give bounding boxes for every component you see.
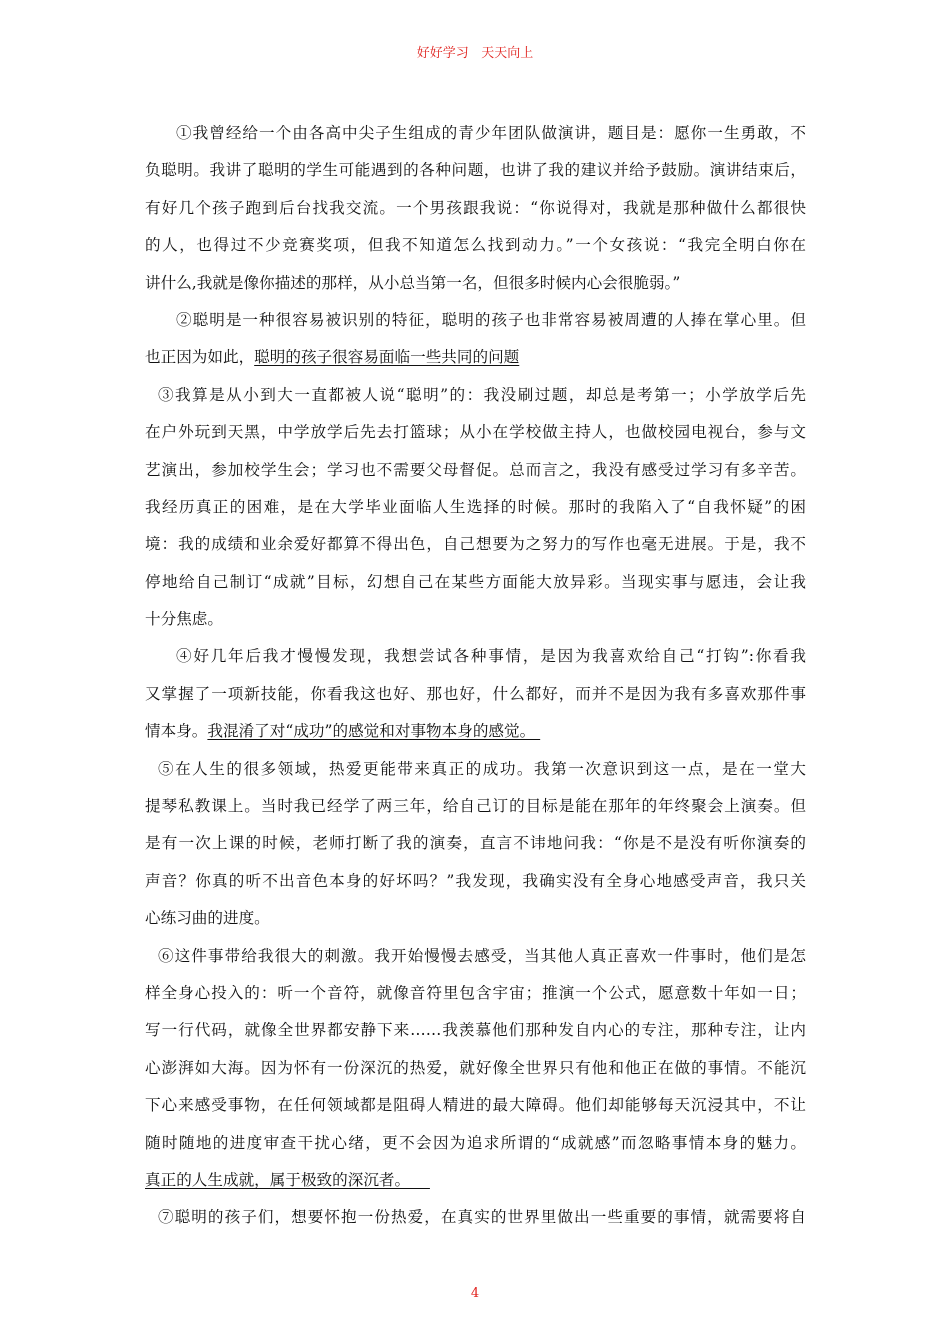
paragraph-2 xyxy=(145,309,806,384)
text-line xyxy=(145,272,806,309)
paragraph-6 xyxy=(145,945,806,1207)
paragraph-4 xyxy=(145,645,806,757)
line-text: ⑦聪明的孩子们，想要怀抱一份热爱，在真实的世界里做出一些重要的事情，就需要将自 xyxy=(158,1208,806,1227)
line-text: 讲什么,我就是像你描述的那样，从小总当第一名，但很多时候内心会很脆弱。” xyxy=(145,273,681,292)
text-line xyxy=(145,720,806,757)
line-text: 也正因为如此， xyxy=(145,348,255,367)
line-text: 写一行代码，就像全世界都安静下来……我羡慕他们那种发自内心的专注，那种专注，让内 xyxy=(145,1021,806,1040)
line-text: ⑤在人生的很多领域，热爱更能带来真正的成功。我第一次意识到这一点，是在一堂大 xyxy=(158,759,806,778)
text-line xyxy=(145,384,806,421)
line-text: ②聪明是一种很容易被识别的特征，聪明的孩子也非常容易被周遭的人捧在掌心里。但 xyxy=(176,310,806,329)
text-line xyxy=(145,1169,806,1206)
line-text: 随时随地的进度审查干扰心绪，更不会因为追求所谓的“成就感”而忽略事情本身的魅力。 xyxy=(145,1133,806,1152)
line-text: ⑥这件事带给我很大的刺激。我开始慢慢去感受，当其他人真正喜欢一件事时，他们是怎 xyxy=(158,946,806,965)
text-line xyxy=(145,309,806,346)
line-text: 样全身心投入的：听一个音符，就像音符里包含宇宙；推演一个公式，愿意数十年如一日； xyxy=(145,983,806,1002)
line-text: 停地给自己制订“成就”目标，幻想自己在某些方面能大放异彩。当现实事与愿违，会让我 xyxy=(145,572,806,591)
line-text: 有好几个孩子跑到后台找我交流。一个男孩跟我说：“你说得对，我就是那种做什么都很快 xyxy=(145,198,806,217)
text-line xyxy=(145,1132,806,1169)
paragraph-5 xyxy=(145,758,806,945)
text-line xyxy=(145,234,806,271)
paragraph-7 xyxy=(145,1206,806,1243)
text-line xyxy=(145,870,806,907)
text-line xyxy=(145,907,806,944)
line-text: 情本身。 xyxy=(145,722,208,741)
line-text: 在户外玩到天黑，中学放学后先去打篮球；从小在学校做主持人，也做校园电视台，参与文 xyxy=(145,423,806,442)
line-text: 我经历真正的困难，是在大学毕业面临人生选择的时候。那时的我陷入了“自我怀疑”的困 xyxy=(145,497,806,516)
text-line xyxy=(145,645,806,682)
page-header: 好好学习 天天向上 xyxy=(416,46,534,61)
line-text: 十分焦虑。 xyxy=(145,610,223,629)
underlined-sentence: 真正的人生成就，属于极致的深沉者。 xyxy=(145,1170,430,1189)
text-line xyxy=(145,945,806,982)
text-line xyxy=(145,758,806,795)
line-text: 艺演出，参加校学生会；学习也不需要父母督促。总而言之，我没有感受过学习有多辛苦。 xyxy=(145,460,806,479)
line-text: 境：我的成绩和业余爱好都算不得出色，自己想要为之努力的写作也毫无进展。于是，我不 xyxy=(145,535,806,554)
text-line xyxy=(145,982,806,1019)
document-body xyxy=(145,122,806,1244)
text-line xyxy=(145,159,806,196)
text-line xyxy=(145,346,806,383)
text-line xyxy=(145,1094,806,1131)
line-text: 提琴私教课上。当时我已经学了两三年，给自己订的目标是能在那年的年终聚会上演奏。但 xyxy=(145,797,806,816)
text-line xyxy=(145,459,806,496)
line-text: ④好几年后我才慢慢发现，我想尝试各种事情，是因为我喜欢给自己“打钩”:你看我 xyxy=(176,647,806,666)
paragraph-1 xyxy=(145,122,806,309)
underlined-sentence: 我混淆了对“成功”的感觉和对事物本身的感觉。 xyxy=(207,722,541,741)
text-line xyxy=(145,1206,806,1243)
line-text: 下心来感受事物，在任何领域都是阻碍人精进的最大障碍。他们却能够每天沉浸其中，不让 xyxy=(145,1096,806,1115)
paragraph-3 xyxy=(145,384,806,646)
text-line xyxy=(145,571,806,608)
line-text: ①我曾经给一个由各高中尖子生组成的青少年团队做演讲，题目是：愿你一生勇敢，不 xyxy=(176,124,806,142)
text-line xyxy=(145,197,806,234)
text-line xyxy=(145,1057,806,1094)
line-text: 又掌握了一项新技能，你看我这也好、那也好，什么都好，而并不是因为我有多喜欢那件事 xyxy=(145,684,806,703)
line-text: 的人，也得过不少竞赛奖项，但我不知道怎么找到动力。”一个女孩说：“我完全明白你在 xyxy=(145,236,806,255)
text-line xyxy=(145,608,806,645)
text-line xyxy=(145,122,806,159)
line-text: 声音？你真的听不出音色本身的好坏吗？”我发现，我确实没有全身心地感受声音，我只关 xyxy=(145,871,806,890)
line-text: 心练习曲的进度。 xyxy=(145,909,270,928)
text-line xyxy=(145,832,806,869)
line-text: 是有一次上课的时候，老师打断了我的演奏，直言不讳地问我：“你是不是没有听你演奏的 xyxy=(145,834,806,853)
line-text: ③我算是从小到大一直都被人说“聪明”的：我没刷过题，却总是考第一；小学放学后先 xyxy=(158,385,806,404)
line-text: 负聪明。我讲了聪明的学生可能遇到的各种问题，也讲了我的建议并给予鼓励。演讲结束后， xyxy=(145,161,806,180)
text-line xyxy=(145,496,806,533)
text-line xyxy=(145,421,806,458)
underlined-sentence: 聪明的孩子很容易面临一些共同的问题 xyxy=(254,348,520,367)
text-line xyxy=(145,683,806,720)
line-text: 心澎湃如大海。因为怀有一份深沉的热爱，就好像全世界只有他和他正在做的事情。不能沉 xyxy=(145,1058,806,1077)
page-number: 4 xyxy=(470,1286,480,1301)
text-line xyxy=(145,533,806,570)
text-line xyxy=(145,1019,806,1056)
text-line xyxy=(145,795,806,832)
